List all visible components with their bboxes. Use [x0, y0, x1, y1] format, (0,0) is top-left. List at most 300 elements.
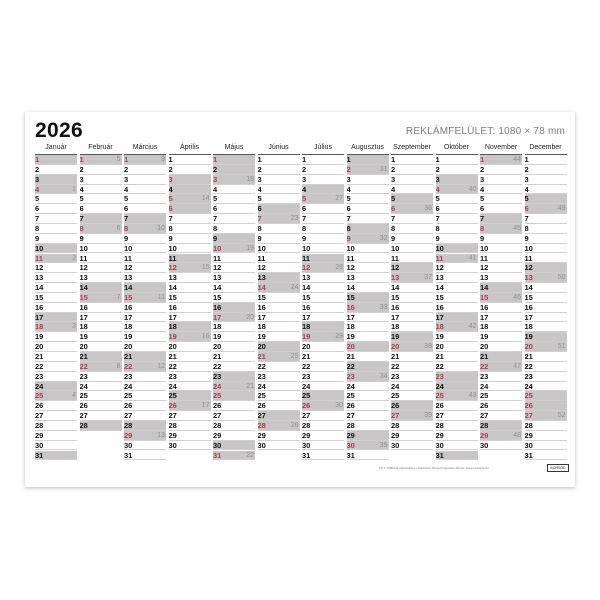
name-day-line — [269, 444, 289, 447]
week-number: 42 — [468, 323, 477, 331]
day-number: 27 — [79, 411, 88, 421]
day-cell — [169, 234, 211, 244]
day-cell — [391, 234, 433, 244]
day-number: 21 — [302, 352, 311, 361]
name-day-line — [180, 345, 200, 348]
name-day-line — [402, 158, 422, 161]
day-number: 17 — [435, 312, 444, 322]
name-day-line — [224, 266, 244, 269]
week-number: 23 — [290, 215, 299, 223]
month-column — [436, 144, 478, 462]
day-cell — [258, 332, 300, 342]
day-cell — [169, 322, 211, 332]
day-cell — [302, 244, 344, 254]
name-day-line — [402, 188, 422, 191]
name-day-line — [135, 316, 155, 319]
day-number: 18 — [124, 322, 133, 332]
day-number: 20 — [35, 342, 44, 352]
day-number: 18 — [480, 322, 489, 332]
name-day-line — [180, 217, 200, 220]
day-cell — [258, 273, 300, 283]
name-day-line — [358, 217, 378, 220]
day-cell — [525, 421, 567, 431]
day-number: 19 — [302, 332, 311, 342]
day-number: 13 — [524, 273, 533, 283]
month-column — [213, 144, 255, 462]
name-day-line — [491, 188, 511, 191]
name-day-line — [536, 444, 556, 447]
month-column — [35, 144, 77, 462]
day-cell — [480, 234, 522, 244]
day-cell — [213, 401, 255, 411]
day-number: 9 — [79, 233, 84, 243]
name-day-line — [536, 227, 556, 230]
name-day-line — [269, 316, 289, 319]
name-day-line — [358, 158, 378, 161]
name-day-line — [402, 237, 422, 240]
name-day-line — [269, 178, 289, 181]
name-day-line — [313, 178, 333, 181]
day-number: 29 — [257, 430, 266, 440]
day-cell — [124, 362, 166, 372]
footer-imprint: TV-T 7/0860 E-elérhetőség • Inspiráció: Borsod Nyomda • Bérlet: www.example.hu — [379, 466, 489, 470]
day-number: 24 — [168, 381, 177, 391]
week-number: 24 — [290, 284, 299, 292]
name-day-line — [224, 355, 244, 358]
day-number: 14 — [213, 283, 222, 293]
name-day-line — [224, 286, 244, 289]
day-number: 11 — [346, 253, 355, 263]
name-day-line — [402, 306, 422, 309]
name-day-line — [536, 404, 556, 407]
day-number: 9 — [435, 233, 440, 243]
day-cell — [391, 293, 433, 303]
day-number: 12 — [35, 263, 44, 273]
day-number: 25 — [213, 391, 222, 401]
day-number: 30 — [124, 440, 133, 450]
day-cell — [124, 293, 166, 303]
day-number: 16 — [524, 302, 533, 312]
day-number: 31 — [435, 450, 444, 460]
name-day-line — [491, 266, 511, 269]
day-cell — [480, 431, 522, 441]
day-cell — [213, 194, 255, 204]
day-cell — [525, 194, 567, 204]
day-number: 9 — [391, 233, 396, 243]
day-number: 26 — [391, 401, 400, 411]
day-number: 14 — [524, 283, 533, 293]
day-number: 12 — [391, 263, 400, 273]
name-day-line — [269, 276, 289, 279]
week-number: 35 — [379, 441, 388, 449]
name-day-line — [224, 197, 244, 200]
day-cell — [169, 313, 211, 323]
day-cell — [169, 441, 211, 451]
day-number: 18 — [168, 322, 177, 332]
week-number: 40 — [468, 185, 477, 193]
day-cell — [80, 194, 122, 204]
week-number: 26 — [290, 421, 299, 429]
name-day-line — [313, 444, 333, 447]
day-cell — [169, 165, 211, 175]
name-day-line — [180, 365, 200, 368]
day-number: 11 — [213, 253, 221, 263]
day-list — [35, 154, 77, 461]
name-day-line — [358, 227, 378, 230]
day-number: 2 — [257, 164, 262, 174]
day-cell — [525, 362, 567, 372]
week-number: 27 — [335, 195, 343, 203]
day-number: 4 — [257, 184, 262, 194]
name-day-line — [91, 316, 111, 319]
week-number: 41 — [468, 254, 477, 262]
day-cell — [169, 175, 211, 185]
day-number: 16 — [124, 302, 133, 312]
day-cell — [391, 352, 433, 362]
day-number: 6 — [480, 204, 485, 214]
day-cell — [35, 234, 77, 244]
month-column — [347, 144, 389, 462]
day-number: 3 — [346, 174, 351, 184]
day-cell — [480, 441, 522, 451]
day-cell — [213, 391, 255, 401]
day-cell — [391, 185, 433, 195]
day-cell — [480, 421, 522, 431]
day-cell — [213, 244, 255, 254]
day-cell — [302, 313, 344, 323]
day-cell — [436, 332, 478, 342]
day-cell — [436, 185, 478, 195]
day-cell — [347, 224, 389, 234]
name-day-line — [46, 414, 66, 417]
day-cell — [391, 401, 433, 411]
day-number: 16 — [346, 302, 355, 312]
name-day-line — [135, 276, 155, 279]
day-cell — [525, 303, 567, 313]
name-day-line — [402, 247, 422, 250]
day-cell — [80, 382, 122, 392]
day-cell — [35, 421, 77, 431]
day-cell — [258, 155, 300, 165]
day-number: 23 — [124, 371, 133, 381]
day-number: 20 — [257, 342, 266, 352]
name-day-line — [358, 355, 378, 358]
day-cell — [124, 411, 166, 421]
name-day-line — [536, 394, 556, 397]
day-number: 22 — [435, 361, 444, 371]
day-cell — [124, 244, 166, 254]
name-day-line — [135, 207, 155, 210]
day-cell — [302, 175, 344, 185]
name-day-line — [224, 276, 244, 279]
name-day-line — [491, 335, 511, 338]
day-number: 23 — [524, 371, 533, 381]
name-day-line — [536, 434, 556, 437]
name-day-line — [491, 296, 511, 299]
day-number: 1 — [257, 155, 262, 164]
day-number: 16 — [302, 302, 311, 312]
day-number: 3 — [35, 174, 40, 184]
name-day-line — [180, 276, 200, 279]
day-cell — [525, 441, 567, 451]
day-number: 4 — [79, 184, 84, 194]
name-day-line — [536, 385, 556, 388]
day-number: 5 — [391, 194, 396, 204]
day-cell — [258, 391, 300, 401]
day-cell — [35, 322, 77, 332]
name-day-line — [358, 188, 378, 191]
day-number: 4 — [346, 184, 351, 194]
day-number: 7 — [213, 214, 218, 224]
name-day-line — [313, 227, 333, 230]
day-number: 24 — [213, 381, 222, 391]
day-cell — [169, 391, 211, 401]
day-cell — [391, 362, 433, 372]
day-cell — [80, 293, 122, 303]
day-cell — [436, 441, 478, 451]
day-number: 13 — [480, 273, 489, 283]
day-number: 7 — [257, 214, 262, 224]
day-number: 28 — [213, 420, 222, 430]
name-day-line — [313, 325, 333, 328]
name-day-line — [135, 394, 155, 397]
day-number: 8 — [168, 223, 173, 233]
day-number: 26 — [346, 401, 355, 411]
name-day-line — [402, 257, 422, 260]
day-cell — [391, 411, 433, 421]
day-number: 20 — [435, 342, 444, 352]
name-day-line — [269, 197, 289, 200]
day-number: 8 — [435, 223, 440, 233]
day-cell — [391, 224, 433, 234]
day-cell — [302, 155, 344, 165]
day-number: 4 — [213, 184, 218, 194]
name-day-line — [402, 217, 422, 220]
day-number: 25 — [79, 391, 88, 401]
day-number: 23 — [79, 371, 88, 381]
day-number: 14 — [391, 283, 400, 293]
name-day-line — [358, 325, 378, 328]
day-number: 30 — [302, 440, 311, 450]
day-cell — [525, 244, 567, 254]
name-day-line — [313, 394, 333, 397]
day-number: 9 — [524, 233, 529, 243]
name-day-line — [91, 237, 111, 240]
day-cell — [169, 283, 211, 293]
name-day-line — [447, 168, 467, 171]
name-day-line — [180, 188, 200, 191]
name-day-line — [91, 306, 111, 309]
day-cell — [80, 283, 122, 293]
week-number: 16 — [201, 333, 210, 341]
day-cell — [347, 382, 389, 392]
day-cell — [258, 175, 300, 185]
day-cell — [302, 441, 344, 451]
month-column — [80, 144, 122, 462]
day-number: 16 — [79, 302, 88, 312]
day-number: 16 — [35, 302, 44, 312]
day-number: 10 — [346, 243, 355, 253]
day-number: 15 — [302, 292, 311, 302]
name-day-line — [224, 454, 244, 457]
day-cell — [347, 175, 389, 185]
day-cell — [35, 411, 77, 421]
day-number: 21 — [391, 352, 400, 361]
day-number: 24 — [302, 381, 311, 391]
day-cell — [480, 293, 522, 303]
day-cell — [391, 431, 433, 441]
day-cell — [35, 185, 77, 195]
name-day-line — [180, 335, 200, 338]
day-cell — [391, 175, 433, 185]
name-day-line — [313, 306, 333, 309]
month-column — [525, 144, 567, 462]
day-number: 23 — [213, 371, 222, 381]
day-cell — [35, 372, 77, 382]
name-day-line — [135, 414, 155, 417]
day-number: 21 — [435, 352, 444, 361]
day-cell — [124, 342, 166, 352]
name-day-line — [536, 296, 556, 299]
name-day-line — [224, 207, 244, 210]
week-number: 22 — [246, 451, 254, 459]
day-number: 12 — [346, 263, 355, 273]
day-number: 8 — [524, 223, 529, 233]
name-day-line — [358, 345, 378, 348]
name-day-line — [224, 168, 244, 171]
day-cell — [525, 322, 567, 332]
day-cell — [347, 293, 389, 303]
day-cell — [124, 372, 166, 382]
day-cell — [80, 411, 122, 421]
day-cell — [391, 204, 433, 214]
day-cell — [436, 155, 478, 165]
day-cell — [436, 175, 478, 185]
day-number: 13 — [124, 273, 133, 283]
day-cell — [391, 372, 433, 382]
day-number: 20 — [79, 342, 88, 352]
day-number: 7 — [524, 214, 529, 224]
day-cell — [258, 362, 300, 372]
day-cell — [213, 283, 255, 293]
day-cell — [436, 391, 478, 401]
week-number: 44 — [513, 156, 521, 163]
name-day-line — [313, 276, 333, 279]
day-number: 1 — [435, 155, 440, 164]
day-number: 26 — [35, 401, 44, 411]
day-number: 11 — [391, 253, 399, 263]
name-day-line — [536, 257, 556, 260]
day-number: 15 — [35, 292, 44, 302]
day-cell — [391, 322, 433, 332]
day-cell — [213, 214, 255, 224]
name-day-line — [358, 365, 378, 368]
name-day-line — [402, 325, 422, 328]
day-number: 13 — [302, 273, 311, 283]
name-day-line — [491, 394, 511, 397]
day-number: 15 — [213, 292, 222, 302]
name-day-line — [269, 335, 289, 338]
name-day-line — [447, 207, 467, 210]
day-cell — [436, 224, 478, 234]
name-day-line — [536, 345, 556, 348]
day-cell — [436, 431, 478, 441]
week-number: 37 — [424, 274, 432, 282]
month-column — [258, 144, 300, 462]
name-day-line — [224, 247, 244, 250]
day-list — [169, 154, 211, 461]
day-number: 15 — [346, 292, 355, 302]
day-cell — [169, 194, 211, 204]
name-day-line — [402, 404, 422, 407]
day-cell — [35, 194, 77, 204]
name-day-line — [91, 325, 111, 328]
name-day-line — [91, 227, 111, 230]
name-day-line — [224, 345, 244, 348]
day-cell — [35, 293, 77, 303]
name-day-line — [402, 266, 422, 269]
day-number: 26 — [524, 401, 533, 411]
day-cell — [213, 352, 255, 362]
day-number: 14 — [257, 283, 266, 293]
day-cell — [258, 244, 300, 254]
day-number: 26 — [480, 401, 489, 411]
day-cell — [35, 165, 77, 175]
name-day-line — [135, 375, 155, 378]
name-day-line — [358, 257, 378, 260]
day-number: 5 — [168, 194, 173, 204]
day-number: 22 — [79, 361, 88, 371]
day-cell — [35, 382, 77, 392]
name-day-line — [447, 424, 467, 427]
day-cell — [213, 155, 255, 165]
day-cell — [169, 185, 211, 195]
day-list — [525, 154, 567, 461]
name-day-line — [180, 385, 200, 388]
day-cell — [436, 352, 478, 362]
day-cell — [347, 332, 389, 342]
day-cell — [525, 155, 567, 165]
day-cell — [347, 342, 389, 352]
day-cell — [80, 165, 122, 175]
name-day-line — [269, 168, 289, 171]
day-number: 8 — [391, 223, 396, 233]
name-day-line — [491, 385, 511, 388]
day-number: 22 — [124, 361, 133, 371]
name-day-line — [447, 266, 467, 269]
week-number: 14 — [201, 195, 210, 203]
day-number: 15 — [391, 292, 400, 302]
day-number: 24 — [79, 381, 88, 391]
name-day-line — [135, 237, 155, 240]
day-cell — [525, 204, 567, 214]
name-day-line — [536, 168, 556, 171]
day-cell — [302, 194, 344, 204]
name-day-line — [536, 266, 556, 269]
day-cell — [169, 303, 211, 313]
name-day-line — [313, 266, 333, 269]
day-cell — [213, 411, 255, 421]
day-number: 30 — [168, 440, 177, 450]
name-day-line — [358, 276, 378, 279]
month-column — [391, 144, 433, 462]
week-number: 21 — [246, 382, 254, 390]
day-cell — [480, 165, 522, 175]
day-cell — [347, 204, 389, 214]
day-number: 8 — [346, 223, 351, 233]
name-day-line — [358, 266, 378, 269]
name-day-line — [491, 444, 511, 447]
